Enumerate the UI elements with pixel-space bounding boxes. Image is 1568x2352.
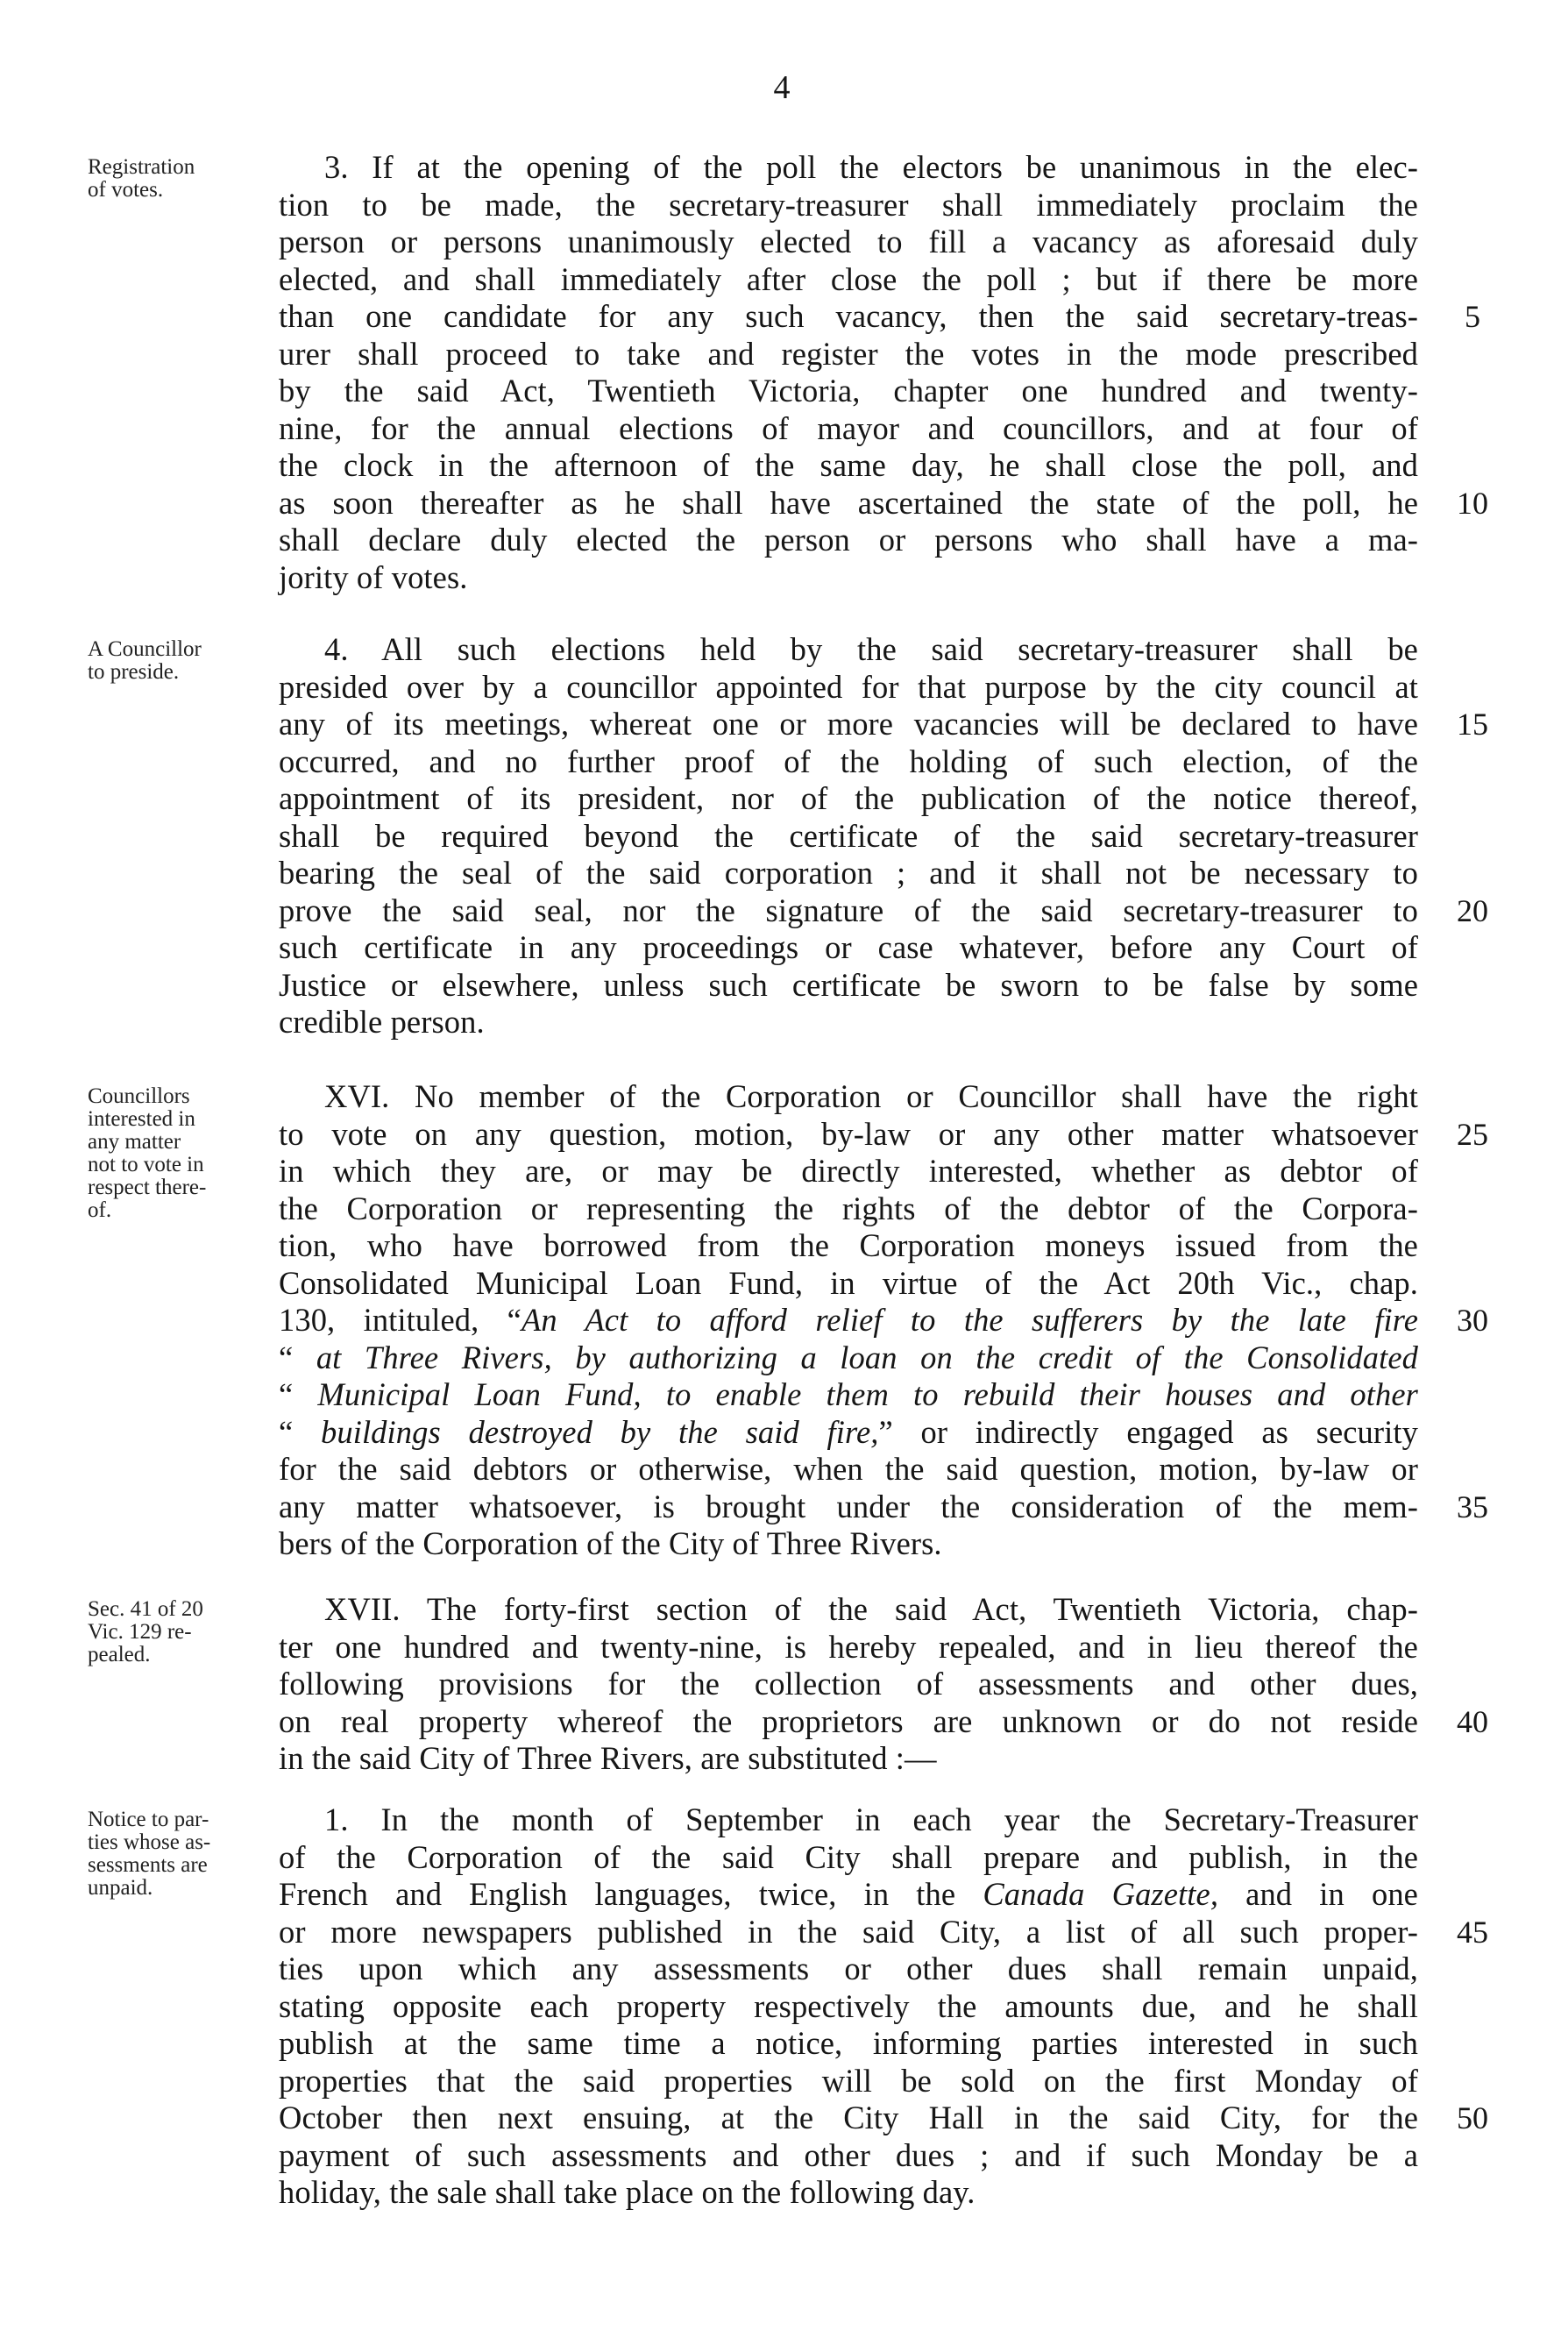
margin-note-line: Sec. 41 of 20: [88, 1597, 203, 1621]
text-line: nine, for the annual elections of mayor and councillors, and at four of: [279, 409, 1418, 446]
text-line: jority of votes.: [279, 558, 468, 595]
text-line: the Corporation or representing the rights of the debtor of the Corpora-: [279, 1190, 1418, 1226]
margin-note: [88, 1598, 263, 1666]
margin-note-line: of.: [88, 1198, 112, 1222]
text-line: bearing the seal of the said corporation ; and it shall not be necessary to: [279, 855, 1418, 891]
line-number: 10: [1457, 485, 1488, 521]
margin-note-line: Registration: [88, 155, 195, 179]
line-number: 35: [1457, 1489, 1488, 1524]
paragraph: [279, 149, 1418, 596]
text-line: in the said City of Three Rivers, are substituted :—: [279, 1740, 937, 1776]
margin-note-line: of votes.: [88, 178, 164, 202]
text-line: holiday, the sale shall take place on the following day.: [279, 2174, 976, 2210]
text-line: such certificate in any proceedings or case whatever, before any Court of: [279, 929, 1418, 965]
margin-note-line: sessments are: [88, 1853, 208, 1877]
margin-note-line: interested in: [88, 1107, 195, 1131]
margin-note: [88, 638, 263, 684]
paragraph: [279, 1591, 1418, 1778]
text-line: Justice or elsewhere, unless such certificate be sworn to be false by some: [279, 966, 1418, 1003]
text-line: the clock in the afternoon of the same day, he shall close the poll, and: [279, 447, 1418, 483]
text-line: presided over by a councillor appointed for that purpose by the city council at: [279, 668, 1418, 705]
text-line: publish at the same time a notice, informing parties interested in such: [279, 2025, 1418, 2061]
text-line: French and English languages, twice, in the Canada Gazette, and in one: [279, 1876, 1418, 1912]
text-line: ties upon which any assessments or other dues shall remain unpaid,: [279, 1951, 1418, 1986]
text-line: XVII. The forty-first section of the said Act, Twentieth Victoria, chap-: [324, 1591, 1418, 1627]
margin-note-line: A Councillor: [88, 637, 202, 661]
margin-note-line: any matter: [88, 1130, 181, 1154]
text-line: bers of the Corporation of the City of Three Rivers.: [279, 1525, 942, 1561]
margin-note: [88, 156, 263, 202]
paragraph: [279, 1078, 1418, 1563]
margin-note-line: Notice to par-: [88, 1808, 209, 1831]
line-number: 40: [1457, 1703, 1488, 1739]
text-line: of the Corporation of the said City shall prepare and publish, in the: [279, 1838, 1418, 1875]
text-line: ter one hundred and twenty-nine, is hereby repealed, and in lieu thereof the: [279, 1628, 1418, 1665]
line-number: 5: [1465, 299, 1480, 334]
text-line: tion to be made, the secretary-treasurer shall immediately proclaim the: [279, 186, 1418, 223]
page-number: 4: [773, 69, 791, 106]
line-number: 45: [1457, 1914, 1488, 1950]
text-line: “ at Three Rivers, by authorizing a loan on the credit of the Consolidated: [279, 1339, 1419, 1375]
margin-note-line: respect there-: [88, 1176, 207, 1199]
text-line: person or persons unanimously elected to fill a vacancy as aforesaid duly: [279, 224, 1418, 259]
text-line: stating opposite each property respectively the amounts due, and he shall: [279, 1987, 1418, 2024]
line-number: 25: [1457, 1116, 1488, 1152]
text-line: or more newspapers published in the said City, a list of all such proper-: [279, 1913, 1418, 1950]
margin-note-line: unpaid.: [88, 1876, 153, 1900]
text-line: payment of such assessments and other dues ; and if such Monday be a: [279, 2136, 1418, 2173]
text-line: shall declare duly elected the person or persons who shall have a ma-: [279, 522, 1418, 558]
text-line: following provisions for the collection of assessments and other dues,: [279, 1666, 1418, 1702]
text-line: October then next ensuing, at the City Hall in the said City, for the: [279, 2100, 1418, 2135]
text-line: properties that the said properties will be sold on the first Monday of: [279, 2062, 1418, 2099]
paragraph: [279, 1801, 1418, 2212]
text-line: 4. All such elections held by the said secretary-treasurer shall be: [324, 631, 1418, 667]
text-line: than one candidate for any such vacancy, then the said secretary-treas-: [279, 298, 1418, 334]
text-line: occurred, and no further proof of the holding of such election, of the: [279, 743, 1418, 779]
text-line: shall be required beyond the certificate of the said secretary-treasurer: [279, 817, 1418, 854]
line-number: 15: [1457, 707, 1488, 742]
line-number: 30: [1457, 1303, 1488, 1338]
text-line: “ Municipal Loan Fund, to enable them to rebuild their houses and other: [279, 1376, 1418, 1412]
margin-note-line: Councillors: [88, 1084, 190, 1108]
paragraph: [279, 631, 1418, 1041]
text-line: in which they are, or may be directly interested, whether as debtor of: [279, 1153, 1418, 1189]
margin-note-line: Vic. 129 re-: [88, 1620, 192, 1644]
margin-note-line: pealed.: [88, 1643, 151, 1666]
text-line: any matter whatsoever, is brought under the consideration of the mem-: [279, 1488, 1418, 1524]
line-number: 20: [1457, 892, 1488, 928]
text-line: credible person.: [279, 1004, 485, 1040]
text-line: urer shall proceed to take and register the votes in the mode prescribed: [279, 335, 1418, 372]
margin-note: [88, 1808, 263, 1900]
text-line: on real property whereof the proprietors are unknown or do not reside: [279, 1702, 1418, 1739]
text-line: for the said debtors or otherwise, when the said question, motion, by-law or: [279, 1451, 1418, 1487]
text-line: to vote on any question, motion, by-law or any other matter whatsoever: [279, 1115, 1418, 1152]
text-line: 3. If at the opening of the poll the electors be unanimous in the elec-: [324, 149, 1418, 185]
text-line: elected, and shall immediately after close the poll ; but if there be more: [279, 260, 1418, 297]
text-line: prove the said seal, nor the signature of the said secretary-treasurer to: [279, 892, 1418, 928]
margin-note-line: to preside.: [88, 660, 180, 684]
text-line: tion, who have borrowed from the Corporation moneys issued from the: [279, 1227, 1418, 1263]
text-line: 1. In the month of September in each year the Secretary-Treasurer: [324, 1801, 1418, 1837]
line-number: 50: [1457, 2100, 1488, 2135]
text-line: appointment of its president, nor of the publication of the notice thereof,: [279, 780, 1418, 816]
text-line: any of its meetings, whereat one or more vacancies will be declared to have: [279, 706, 1418, 742]
text-line: as soon thereafter as he shall have ascertained the state of the poll, he: [279, 484, 1418, 521]
margin-note: [88, 1085, 263, 1222]
text-line: “ buildings destroyed by the said fire,” or indirectly engaged as security: [279, 1413, 1418, 1450]
margin-note-line: not to vote in: [88, 1153, 204, 1176]
margin-note-line: ties whose as-: [88, 1830, 211, 1854]
text-line: by the said Act, Twentieth Victoria, chapter one hundred and twenty-: [279, 373, 1418, 409]
text-line: XVI. No member of the Corporation or Councillor shall have the right: [324, 1078, 1418, 1114]
text-line: Consolidated Municipal Loan Fund, in virtue of the Act 20th Vic., chap.: [279, 1264, 1418, 1301]
text-line: 130, intituled, “An Act to afford relief to the sufferers by the late fire: [279, 1302, 1418, 1338]
